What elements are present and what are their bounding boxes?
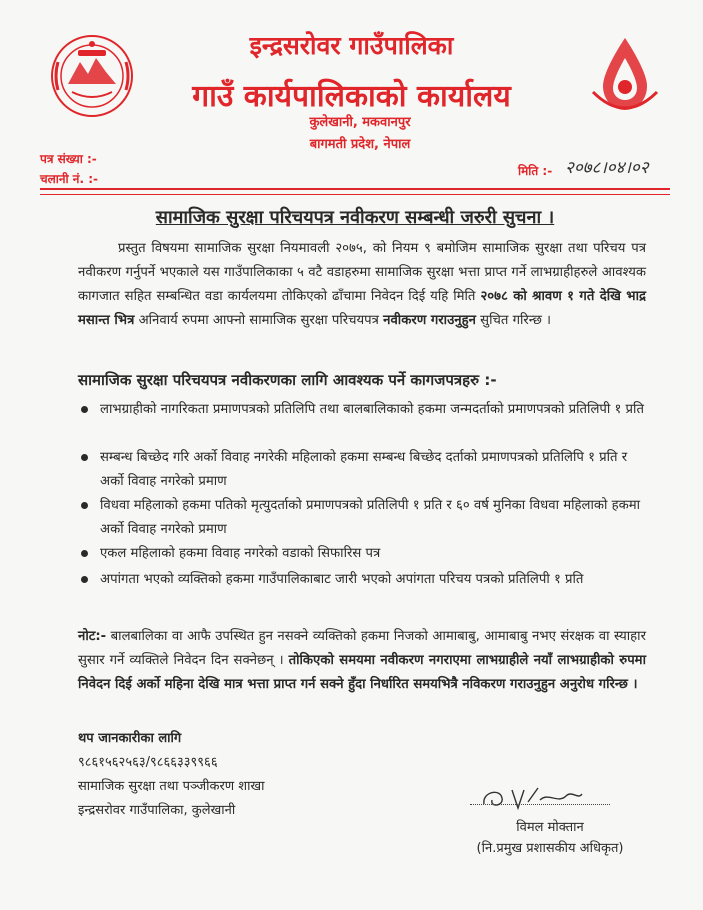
dispatch-no-label: चलानी नं. :- [40, 172, 98, 186]
notice-title: सामाजिक सुरक्षा परिचयपत्र नवीकरण सम्बन्धी जरुरी सुचना । [155, 207, 555, 228]
list-item: अपांगता भएको व्यक्तिको हकमा गाउँपालिकाबाट जारी भएको अपांगता परिचय पत्रको प्रतिलिपी १ प्रति [100, 568, 648, 592]
signatory-name: विमल मोक्तान [516, 820, 584, 835]
list-item: लाभग्राहीको नागरिकता प्रमाणपत्रको प्रतिलिपि तथा बालबालिकाको हकमा जन्मदर्ताको प्रमाणपत्रको प्रतिलिपी १ प्रति [100, 398, 648, 422]
header-divider [40, 188, 670, 190]
contact-branch: सामाजिक सुरक्षा तथा पञ्जीकरण शाखा [78, 779, 265, 794]
list-item: विधवा महिलाको हकमा पतिको मृत्युदर्ताको प्रमाणपत्रको प्रतिलिपी १ प्रति र ६० वर्ष मुनिका विधवा महिलाको हकमा अर्को विवाह नगरेको प्रमाण [100, 494, 648, 542]
contact-heading: थप जानकारीका लागि [78, 731, 182, 746]
intro-paragraph: प्रस्तुत विषयमा सामाजिक सुरक्षा नियमावली २०७५, को नियम ९ बमोजिम सामाजिक सुरक्षा तथा परिचय पत्र नवीकरण गर्नुपर्ने भएकाले यस गाउँपालिकाका ५ वटै वडाहरुमा सामाजिक सुरक्षा भत्ता प्राप्त गर्ने लाभग्राहीहरुले आवश्यक कागजात सहित सम्बन्धित वडा कार्यलयमा तोकिएको ढाँचामा निवेदन दिई यहि मिति २०७८ को श्रावण १ गते देखि भाद्र मसान्त भित्र अनिवार्य रुपमा आफ्नो सामाजिक सुरक्षा परिचयपत्र नवीकरण गराउनुहुन सुचित गरिन्छ । [78, 241, 646, 328]
handwritten-signature [478, 782, 588, 812]
date-label: मिति :- [518, 164, 553, 178]
contact-office: इन्द्रसरोवर गाउँपालिका, कुलेखानी [78, 803, 236, 818]
letter-no-label: पत्र संख्या :- [40, 152, 97, 166]
address-line-2: बागमती प्रदेश, नेपाल [309, 137, 411, 152]
contact-phone: ९८६१५६२५६३/९८६६३३९९६६ [78, 755, 218, 770]
list-item: सम्बन्ध बिच्छेद गरि अर्को विवाह नगरेकी महिलाको हकमा सम्बन्ध बिच्छेद दर्ताको प्रमाणपत्रको प्रतिलिपि १ प्रति र अर्को विवाह नगरेको प्रमाण [100, 446, 648, 494]
header-divider-thin [40, 194, 670, 195]
documents-heading: सामाजिक सुरक्षा परिचयपत्र नवीकरणका लागि आवश्यक पर्ने कागजपत्रहरु :- [78, 371, 497, 389]
date-value: २०७८।०४।०२ [565, 158, 649, 178]
list-item: एकल महिलाको हकमा विवाह नगरेको वडाको सिफारिस पत्र [100, 542, 648, 566]
signature-line [470, 803, 610, 805]
address-line-1: कुलेखानी, मकवानपुर [309, 115, 411, 130]
municipality-name: इन्द्रसरोवर गाउँपालिका [249, 31, 454, 60]
office-name: गाउँ कार्यपालिकाको कार्यालय [192, 79, 511, 114]
note-paragraph: नोट:- बालबालिका वा आफै उपस्थित हुन नसक्ने व्यक्तिको हकमा निजको आमाबाबु, आमाबाबु नभए संरक्षक वा स्याहार सुसार गर्ने व्यक्तिले निवेदन दिन सक्नेछन् । तोकिएको समयमा नवीकरण नगराएमा लाभग्राहीले नयाँ लाभग्राहीको रुपमा निवेदन दिई अर्को महिना देखि मात्र भत्ता प्राप्त गर्न सक्ने हुँदा निर्धारित समयभित्रै नविकरण गराउनुहुन अनुरोध गरिन्छ । [78, 629, 646, 692]
signatory-title: (नि.प्रमुख प्रशासकीय अधिकृत) [476, 841, 624, 856]
